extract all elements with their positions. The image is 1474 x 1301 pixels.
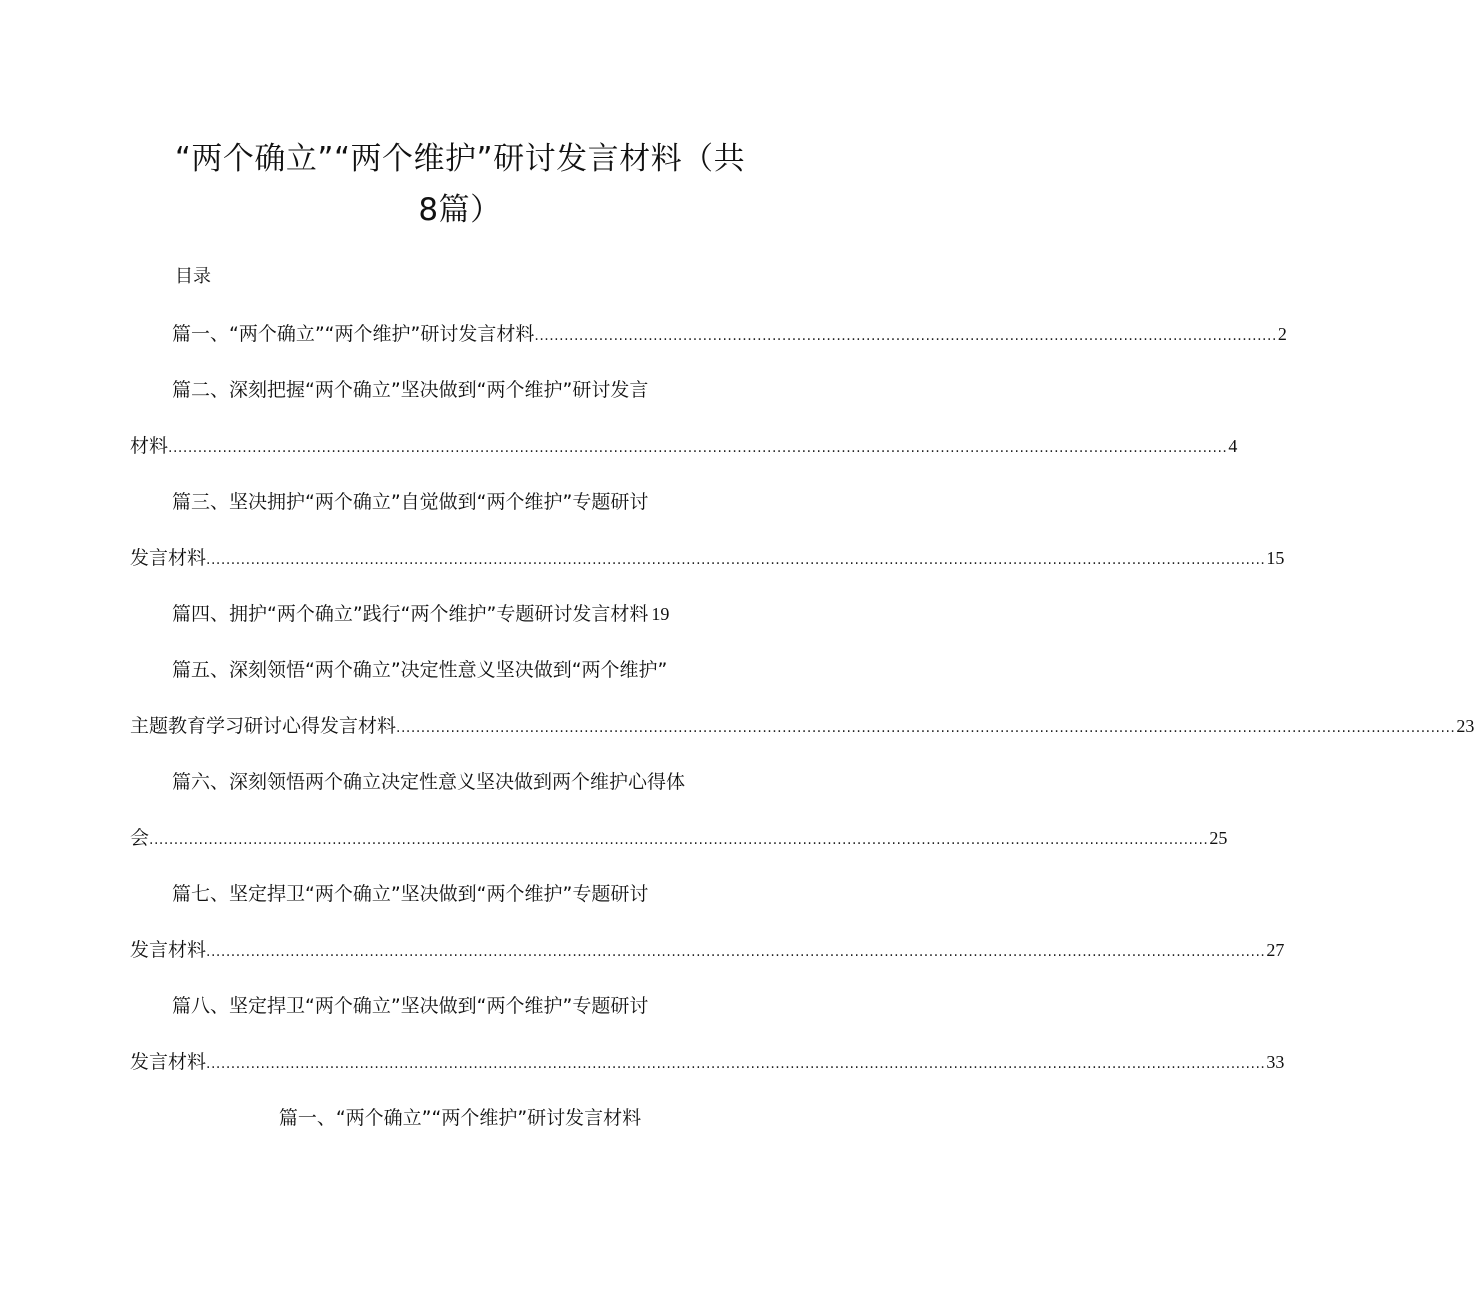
toc-dot-leader: ...................................................................................................................................................................................................................... (206, 552, 1266, 568)
toc-entry-4[interactable] (172, 602, 669, 626)
toc-dot-leader: ...................................................................................................................................................................................................................... (206, 1056, 1266, 1072)
toc-entry-text: 主题教育学习研讨心得发言材料 (130, 715, 397, 737)
toc-heading: 目录 (175, 266, 211, 287)
toc-entry-text: 篇一、“两个确立”“两个维护”研讨发言材料 (172, 323, 535, 345)
toc-dot-leader: ...................................................................................................................................................................................................................... (168, 440, 1228, 456)
toc-entry-2-continued[interactable] (130, 434, 1238, 458)
section-title: 篇一、“两个确立”“两个维护”研讨发言材料 (278, 1107, 642, 1129)
toc-page-number: 25 (1209, 828, 1228, 848)
toc-entry-text: 篇六、深刻领悟两个确立决定性意义坚决做到两个维护心得体 (172, 771, 686, 793)
toc-entry-8[interactable] (172, 994, 648, 1018)
toc-entry-text: 发言材料 (130, 939, 207, 961)
toc-entry-6[interactable] (172, 770, 685, 794)
toc-page-number: 27 (1266, 940, 1285, 960)
toc-entry-text: 篇八、坚定捍卫“两个确立”坚决做到“两个维护”专题研讨 (172, 995, 649, 1017)
toc-entry-7[interactable] (172, 882, 648, 906)
toc-dot-leader: ...................................................................................................................................................................................................................... (206, 944, 1266, 960)
toc-entry-3[interactable] (172, 490, 648, 514)
toc-entry-text: 发言材料 (130, 547, 207, 569)
toc-entry-text: 篇二、深刻把握“两个确立”坚决做到“两个维护”研讨发言 (172, 379, 649, 401)
toc-entry-text: 篇三、坚决拥护“两个确立”自觉做到“两个维护”专题研讨 (172, 491, 649, 513)
toc-page-number: 33 (1266, 1052, 1285, 1072)
toc-entry-7-continued[interactable] (130, 938, 1285, 962)
toc-entry-5[interactable] (172, 658, 667, 682)
toc-entry-8-continued[interactable] (130, 1050, 1285, 1074)
document-title-line-2: 8篇） (418, 192, 502, 228)
toc-entry-text: 发言材料 (130, 1051, 207, 1073)
toc-page-number: 19 (651, 604, 670, 624)
toc-page-number: 2 (1277, 324, 1287, 344)
toc-dot-leader: ...................................................................................................................................................................................................................... (149, 832, 1209, 848)
toc-entry-text: 材料 (130, 435, 169, 457)
toc-page-number: 15 (1266, 548, 1285, 568)
toc-dot-leader: ...................................................................................................................................................... (534, 328, 1277, 344)
toc-entry-6-continued[interactable] (130, 826, 1228, 850)
toc-dot-leader: ...................................................................................................................................................................................................................... (396, 720, 1456, 736)
document-title-line-1: “两个确立”“两个维护”研讨发言材料（共 (174, 141, 746, 177)
toc-entry-text: 会 (130, 827, 150, 849)
toc-entry-5-continued[interactable] (130, 714, 1474, 738)
toc-entry-2[interactable] (172, 378, 648, 402)
toc-entry-1[interactable] (172, 322, 1287, 346)
toc-entry-text: 篇五、深刻领悟“两个确立”决定性意义坚决做到“两个维护” (172, 659, 668, 681)
toc-page-number: 23 (1456, 716, 1474, 736)
toc-entry-text: 篇四、拥护“两个确立”践行“两个维护”专题研讨发言材料 (172, 603, 649, 625)
toc-page-number: 4 (1228, 436, 1238, 456)
toc-entry-3-continued[interactable] (130, 546, 1285, 570)
toc-entry-text: 篇七、坚定捍卫“两个确立”坚决做到“两个维护”专题研讨 (172, 883, 649, 905)
